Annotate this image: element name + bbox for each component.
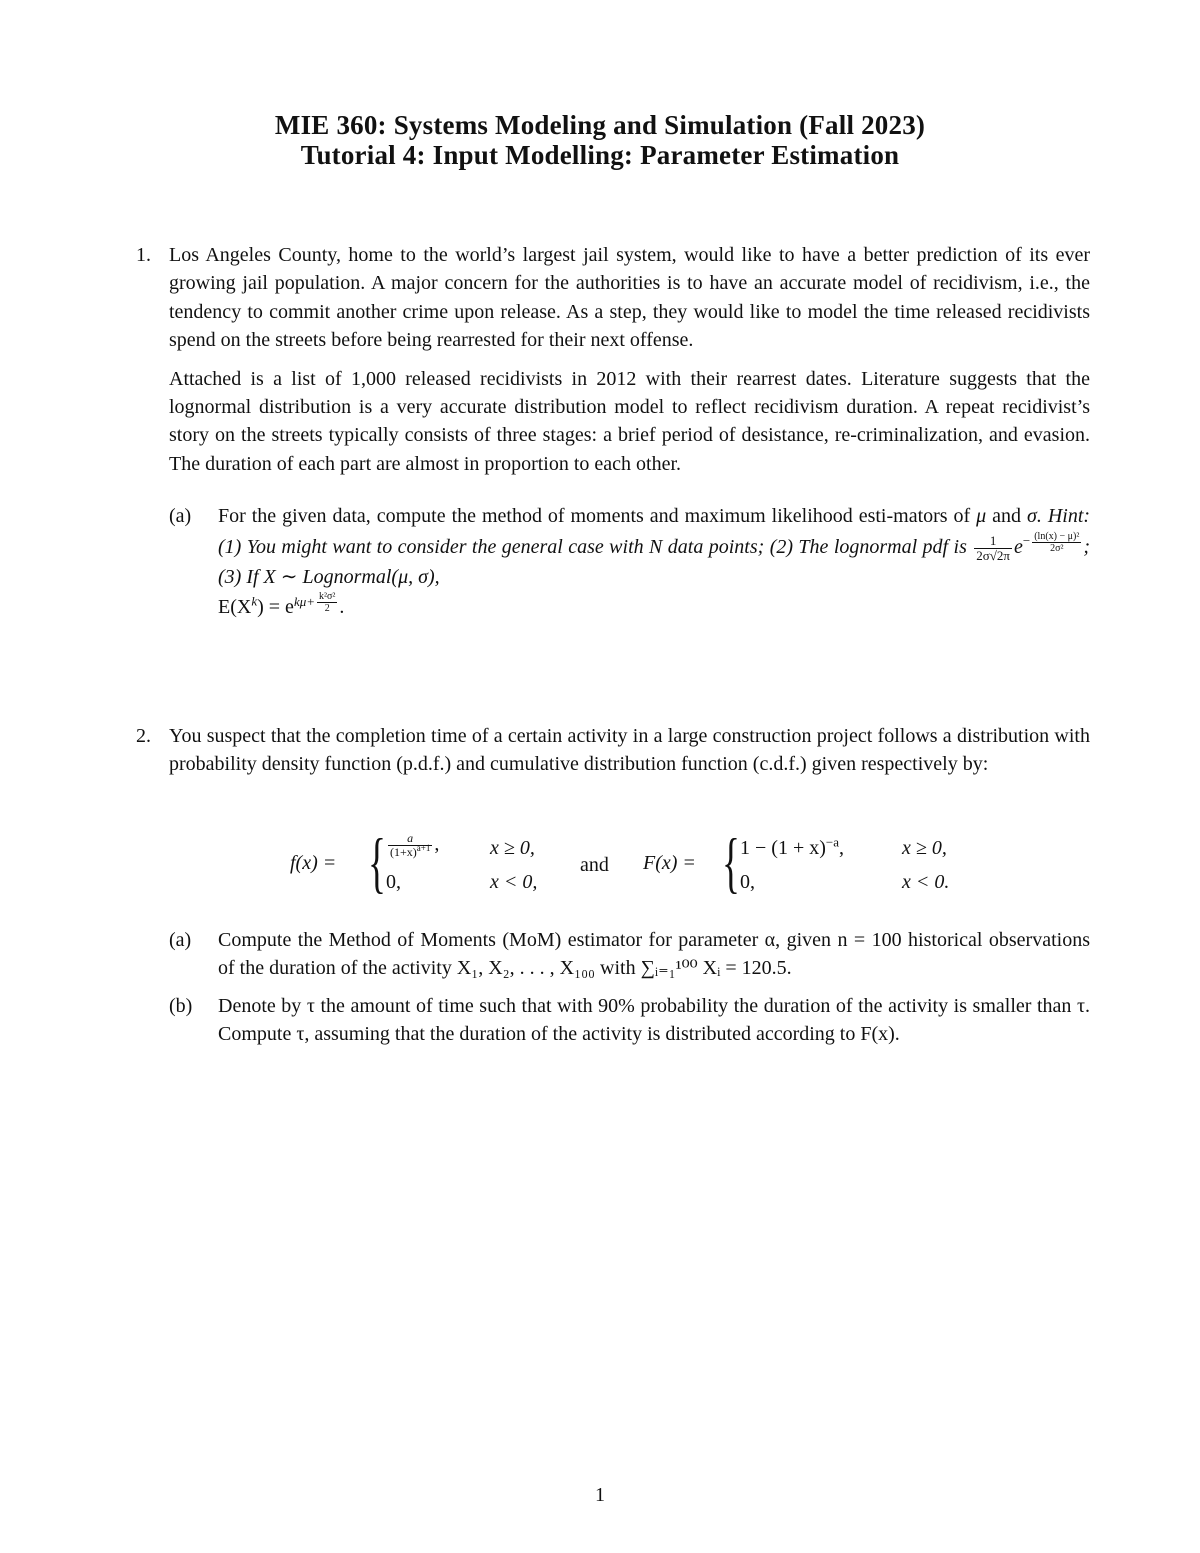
- hint-text: Hint: (1) You might want to consider the general case with N data points; (2) The lognormal pdf is: [218, 505, 1091, 558]
- and-word: and: [992, 505, 1022, 528]
- subquestion-label: (a): [169, 929, 192, 951]
- question-2: [136, 722, 1090, 779]
- question-1: [136, 241, 1090, 622]
- question-number: 2.: [136, 725, 151, 747]
- cdf-case-2-value: 0,: [740, 871, 755, 893]
- pdf-lhs: f(x) =: [290, 852, 337, 874]
- pdf-fraction: $\frac{1}{2\sigma√2\pi}$: [976, 532, 1010, 563]
- cdf-case-1-condition: x ≥ 0,: [902, 837, 947, 859]
- question-2a: [169, 926, 1090, 983]
- pdf-case-1-value: $\frac{a}{(1+x)^{a+1}}$ ,: [390, 831, 440, 859]
- question-2b: [169, 992, 1090, 1049]
- subquestion-label: (a): [169, 505, 192, 528]
- moment-formula: $E(X^k) = e^{k\mu+ \frac{\text{k²σ²}}{2}}$ .: [218, 591, 345, 619]
- pdf-brace: {: [368, 824, 386, 900]
- subquestion-text: Denote by τ the amount of time such that with 90% probability the duration of the activity is smaller than τ. Compute τ, assuming that the duration of the activity is distributed according to F(x).: [218, 994, 1090, 1046]
- pdf-case-2-condition: x < 0,: [490, 871, 538, 893]
- question-1-paragraph-2: Attached is a list of 1,000 released recidivists in 2012 with their rearrest dates. Literature suggests that the lognormal distribution is a very accurate distribution model to reflect recidivism duration. A repeat recidivist’s story on the streets typically consists of three stages: a brief period of desistance, re-criminalization, and evasion. The duration of each part are almost in proportion to each other.: [169, 367, 1090, 475]
- pdf-exponent-fraction: $\frac{\text{(ln(x) − μ)²}}{\text{2σ²}}$: [1034, 530, 1080, 554]
- math-mu: μ: [976, 505, 987, 528]
- hint-text-3: ; (3) If X ∼ Lognormal(μ, σ),: [218, 535, 1090, 588]
- question-2-subparts: [136, 926, 1090, 1049]
- page-title: [0, 110, 1200, 170]
- math-sigma: σ.: [1026, 505, 1042, 528]
- question-1-paragraph-1: Los Angeles County, home to the world’s largest jail system, would like to have a better prediction of its ever growing jail population. A major concern for the authorities is to have an accurate model of recidivism, i.e., the tendency to commit another crime upon release. As a step, they would like to model the time released recidivists spend on the streets before being rearrested for their next offense.: [169, 244, 1090, 352]
- subquestion-label: (b): [169, 994, 193, 1017]
- title-line-2: Tutorial 4: Input Modelling: Parameter Estimation: [300, 140, 900, 170]
- subquestion-text: For the given data, compute the method of moments and maximum likelihood esti-mators of: [218, 505, 971, 528]
- pdf-case-2-value: 0,: [386, 871, 401, 893]
- cdf-brace: {: [722, 824, 740, 900]
- distribution-equations: [0, 826, 1200, 902]
- cdf-case-1-value: $1 - (1 + x)^{-a}$,: [740, 834, 844, 859]
- and-word: and: [580, 854, 609, 876]
- cdf-case-2-condition: x < 0.: [902, 871, 950, 893]
- question-1a: (a) For the given data, compute the method of moments and maximum likelihood esti-mators of μ and σ. Hint: (1) You might want to consider the general case with N data points; (2) The lognormal pdf is $\frac{1}{2\sigma√2\pi}$ $e^{- \frac{\text{(ln(x) − μ)²}}{\text{2σ²}}}$ ; (3) If X ∼ Lognormal(μ, σ), $E(X^k) = e^{k\mu+ \frac{\text{k²σ²}}{2}}$ .: [169, 502, 1090, 621]
- title-line-1: MIE 360: Systems Modeling and Simulation (Fall 2023): [274, 110, 926, 140]
- pdf-case-1-condition: x ≥ 0,: [490, 837, 535, 859]
- question-2-paragraph: You suspect that the completion time of a certain activity in a large construction project follows a distribution with probability density function (p.d.f.) and cumulative distribution function (c.d.f.) given respectively by:: [169, 725, 1090, 776]
- question-number: 1.: [136, 244, 151, 266]
- page-number: 1: [595, 1484, 605, 1506]
- subquestion-text: Compute the Method of Moments (MoM) estimator for parameter α, given n = 100 historical observations of the duration of the activity X₁, X₂, . . . , X₁₀₀ with ∑ᵢ₌₁¹⁰⁰ Xᵢ = 120.5.: [218, 929, 1090, 980]
- cdf-lhs: F(x) =: [643, 852, 696, 874]
